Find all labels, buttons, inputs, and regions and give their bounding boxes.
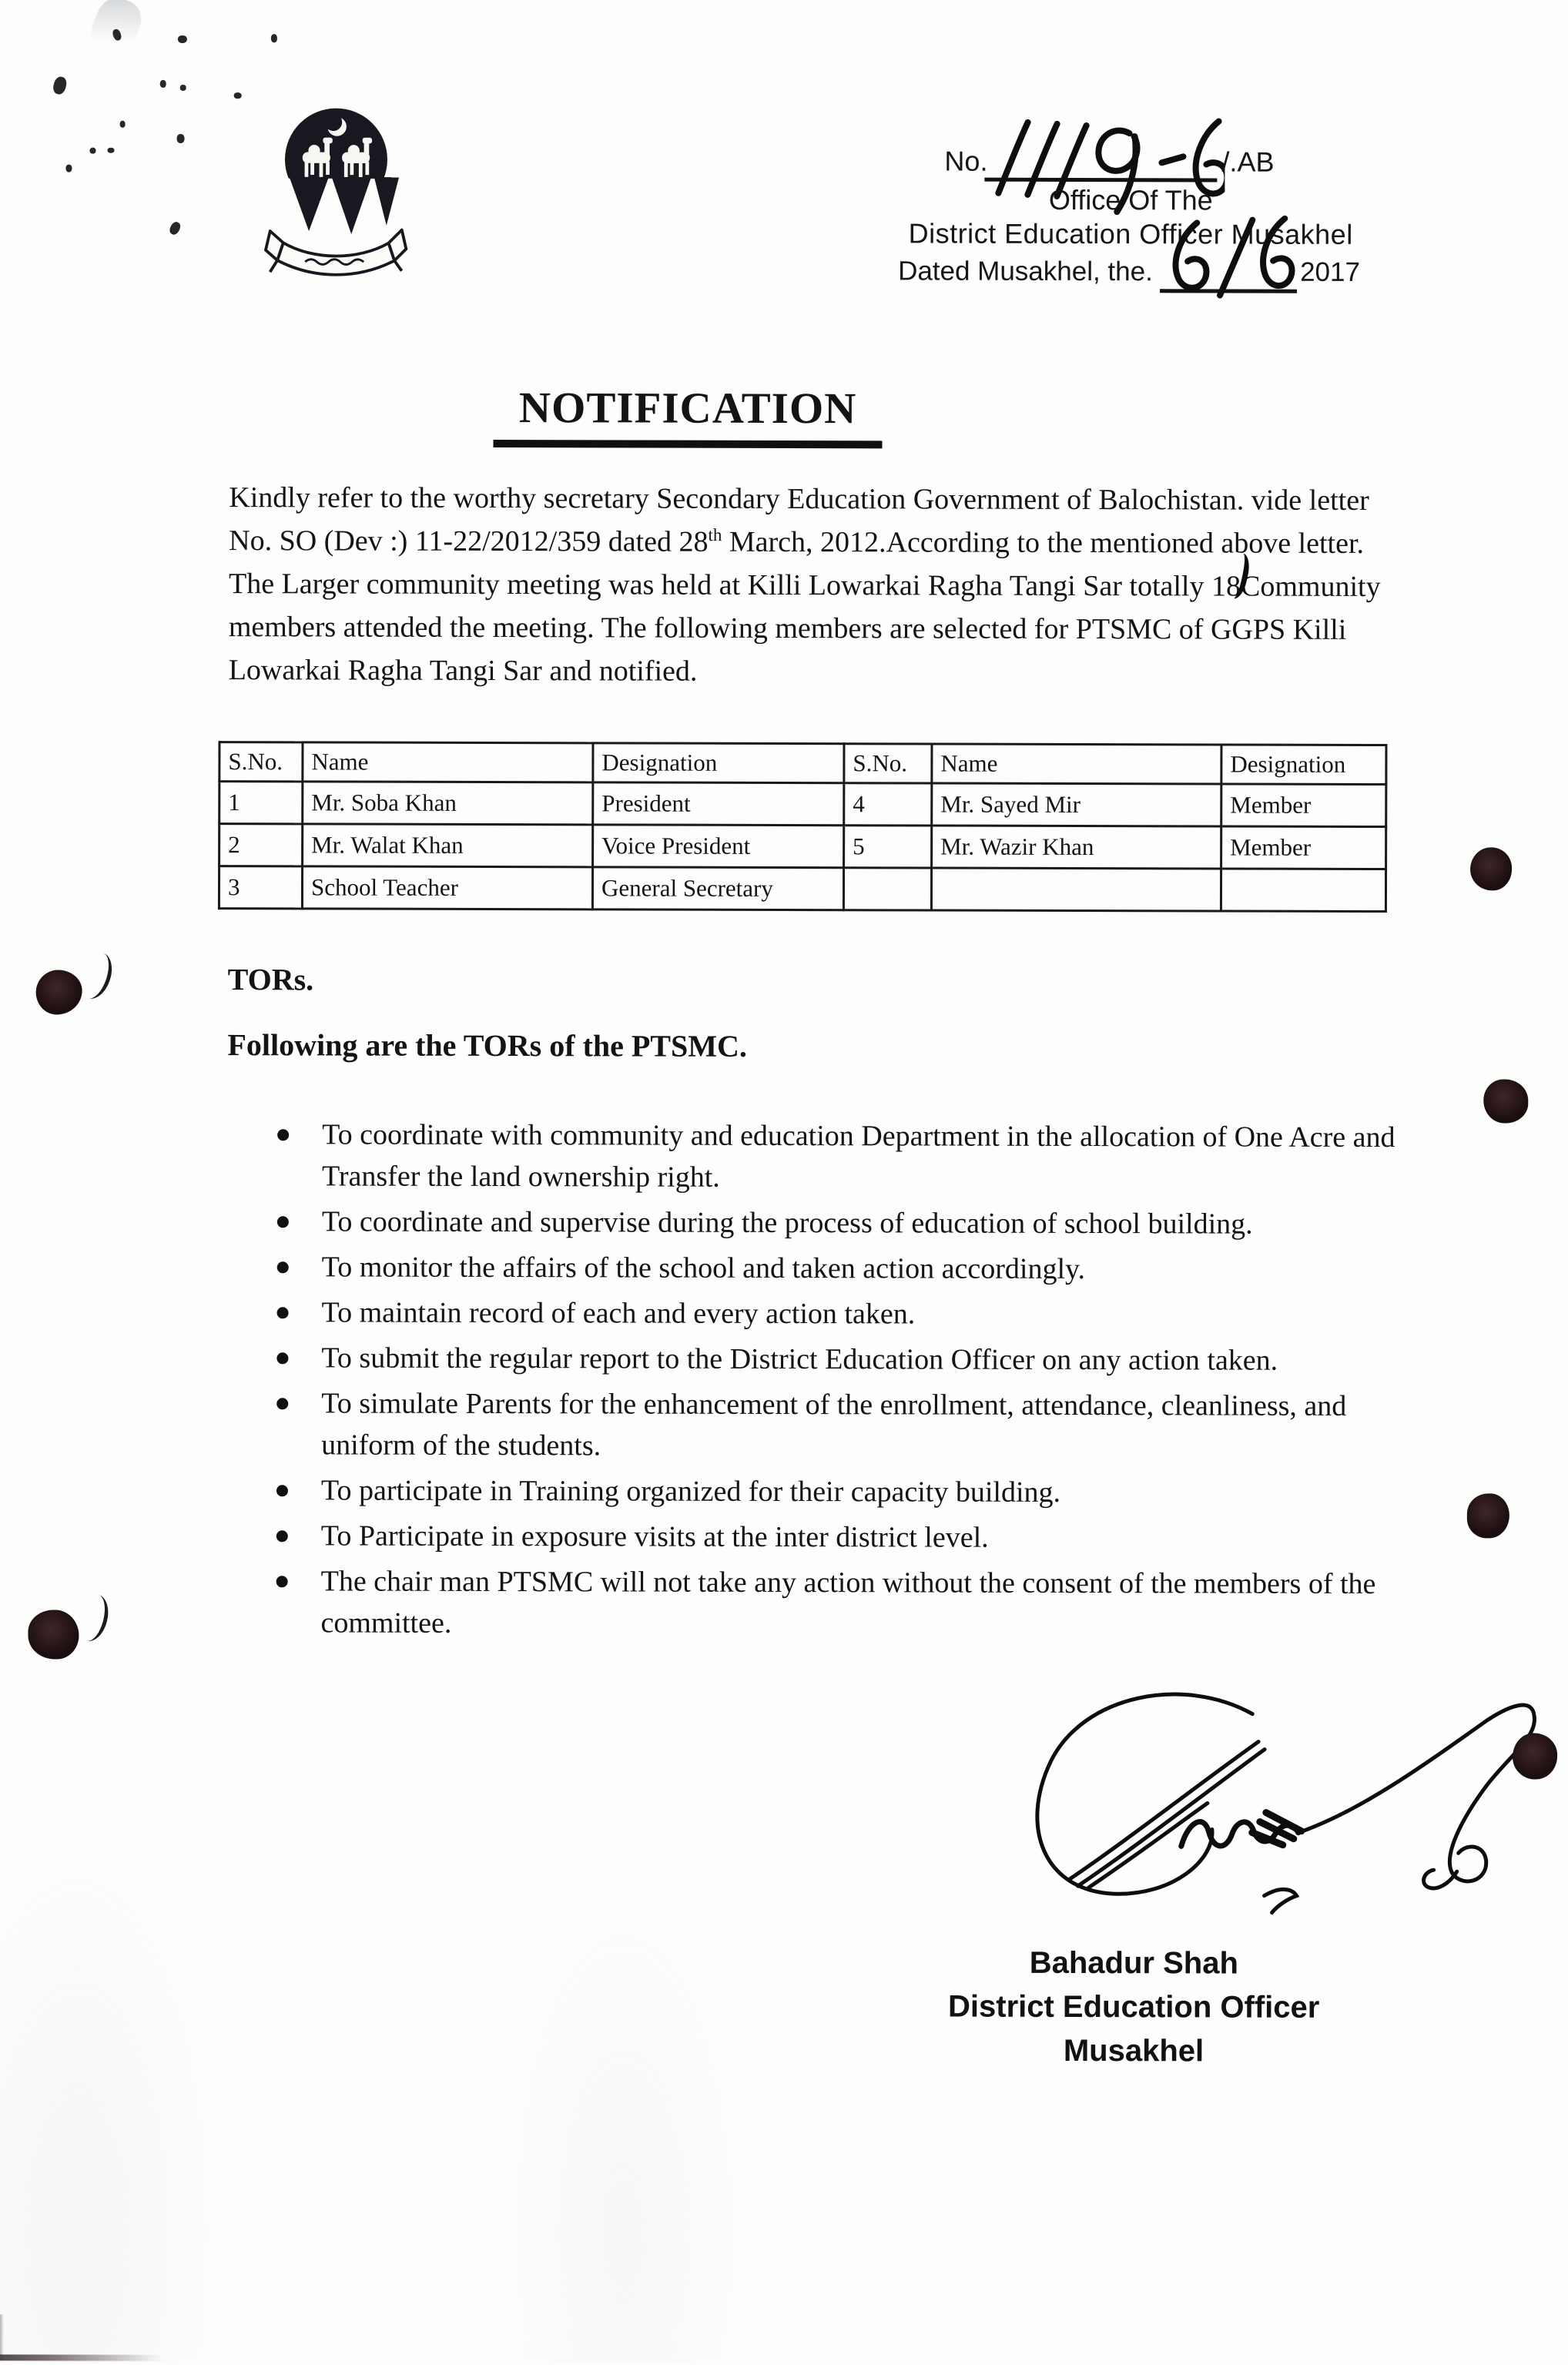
cell: 3 [219, 866, 302, 909]
tors-heading: TORs. [227, 962, 314, 997]
ink-speck [178, 35, 187, 43]
office-line-1: Office Of The [1048, 183, 1213, 216]
cell [1221, 869, 1385, 912]
ink-speck [89, 148, 95, 154]
cell: Voice President [593, 825, 844, 868]
list-item [275, 1337, 1399, 1382]
intro-part2: March, 2012.According to the mentioned above letter. The Larger community meeting was held at Killi Lowarkai Ragha Tangi Sar totally 1 [228, 525, 1365, 603]
cell: Member [1221, 826, 1386, 869]
cell: 5 [844, 826, 932, 868]
bullet-icon [276, 1352, 288, 1364]
col-designation-1: Designation [593, 743, 844, 783]
col-designation-2: Designation [1221, 745, 1386, 785]
cell [843, 868, 931, 910]
cell: Mr. Sayed Mir [932, 783, 1221, 826]
tor-text: To monitor the affairs of the school and taken action accordingly. [321, 1251, 1086, 1286]
tor-text: To coordinate and supervise during the process of education of school building. [321, 1205, 1253, 1241]
col-name-2: Name [932, 744, 1221, 784]
ink-speck [160, 80, 166, 88]
tor-text: To participate in Training organized for their capacity building. [320, 1474, 1061, 1509]
page-title: NOTIFICATION [493, 383, 882, 448]
signatory-designation: District Education Officer [947, 1989, 1320, 2025]
bullet-icon [277, 1307, 289, 1318]
bullet-icon [276, 1398, 288, 1409]
reference-number-line [892, 143, 1369, 185]
tor-text: To maintain record of each and every action taken. [321, 1296, 916, 1331]
bullet-icon [277, 1261, 289, 1273]
bullet-icon [277, 1216, 289, 1228]
table-row [219, 782, 1386, 827]
col-name-1: Name [303, 742, 593, 782]
intro-paragraph [229, 476, 1389, 695]
ref-no-label: No. [944, 145, 988, 177]
dated-line [892, 253, 1369, 300]
ink-blob [36, 970, 82, 1014]
ink-blob [1513, 1733, 1557, 1779]
bullet-icon [277, 1129, 289, 1141]
list-item [275, 1469, 1399, 1514]
ptsmc-members-table [218, 741, 1388, 913]
cell: Mr. Soba Khan [303, 782, 593, 825]
tor-text: The chair man PTSMC will not take any action without the consent of the members of the committee. [320, 1565, 1376, 1640]
list-item [275, 1291, 1399, 1336]
table-row [219, 824, 1386, 869]
cell: School Teacher [302, 866, 592, 909]
ink-speck [107, 148, 114, 153]
bullet-icon [276, 1576, 288, 1587]
scan-edge-shadow [0, 2314, 4, 2360]
list-item [276, 1246, 1400, 1291]
ref-no-suffix: /.AB [1221, 146, 1275, 178]
signatory-block [899, 1941, 1369, 2074]
bullet-icon [276, 1485, 288, 1496]
ink-speck [271, 34, 277, 42]
cell: President [593, 782, 844, 826]
list-item [275, 1382, 1399, 1469]
ink-blob [28, 1610, 79, 1659]
cell: 4 [844, 783, 932, 826]
cell: Mr. Walat Khan [303, 824, 593, 867]
list-item [276, 1201, 1400, 1245]
cell [931, 868, 1221, 911]
ink-blob [1467, 1493, 1509, 1538]
list-item [274, 1560, 1399, 1646]
dated-label: Dated Musakhel, the. [898, 256, 1153, 287]
ink-speck [168, 220, 183, 236]
col-sno-1: S.No. [219, 742, 303, 782]
office-line-2: District Education Officer Musakhel [908, 217, 1353, 250]
signatory-name: Bahadur Shah [1029, 1945, 1238, 1981]
ink-speck [180, 85, 186, 91]
intro-part3: Community members attended the meeting. The following members are selected for PTSMC of GGPS Killi Lowarkai Ragha Tangi Sar and notified. [228, 570, 1381, 688]
cell: Member [1221, 784, 1386, 827]
cell: 2 [219, 824, 303, 866]
bullet-icon [276, 1530, 288, 1542]
overwritten-digit: 8 [1226, 565, 1241, 608]
cell: 1 [219, 782, 303, 824]
district-musakhel-crest-icon [263, 106, 410, 290]
dated-year: 2017 [1300, 256, 1361, 287]
tor-text: To simulate Parents for the enhancement of the enrollment, attendance, cleanliness, and uniform of the students. [321, 1387, 1347, 1462]
tor-text: To Participate in exposure visits at the inter district level. [320, 1519, 989, 1554]
ink-blob [1483, 1079, 1528, 1123]
list-item [276, 1114, 1400, 1200]
intro-part1: Kindly refer to the worthy secretary Secondary Education Government of Balochistan. vide letter No. SO (Dev :) 11-22/2012/359 dated 28 [229, 481, 1369, 558]
table-row [219, 866, 1385, 912]
handwritten-date [1163, 215, 1298, 303]
ink-speck [65, 165, 72, 173]
list-item [275, 1515, 1399, 1559]
scan-edge-shadow [0, 2354, 162, 2361]
tors-subheading: Following are the TORs of the PTSMC. [227, 1027, 747, 1064]
cell: Mr. Wazir Khan [932, 826, 1221, 869]
handwritten-signature [1020, 1681, 1560, 1929]
ink-blob [1470, 847, 1512, 890]
ink-speck [177, 134, 185, 143]
tor-text: To coordinate with community and education Department in the allocation of One Acre and Transfer the land ownership right. [321, 1118, 1395, 1194]
signatory-station: Musakhel [1063, 2033, 1204, 2069]
letterhead [892, 143, 1369, 287]
tors-list [274, 1114, 1400, 1650]
tor-text: To submit the regular report to the District Education Officer on any action taken. [321, 1342, 1278, 1377]
ordinal-superscript: th [708, 525, 722, 545]
ink-speck [234, 92, 242, 99]
table-header-row [219, 742, 1386, 785]
cell: General Secretary [592, 867, 843, 910]
ink-speck [120, 121, 126, 128]
ink-speck [52, 75, 68, 95]
col-sno-2: S.No. [844, 744, 932, 783]
